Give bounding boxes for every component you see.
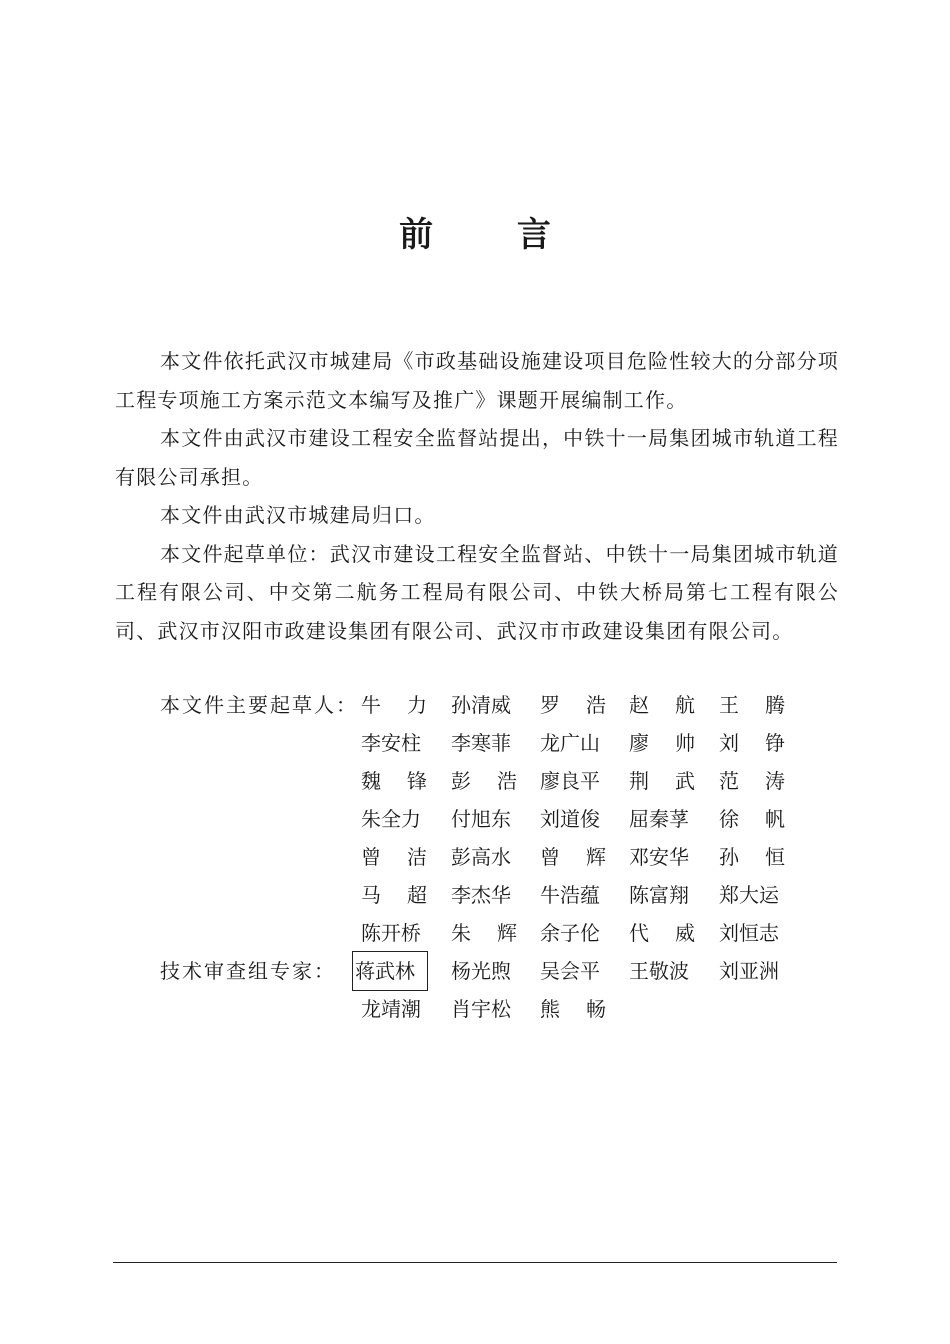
footer-divider [113, 1262, 837, 1263]
person-name: 曾 辉 [540, 845, 606, 869]
person-name: 廖 帅 [629, 731, 695, 755]
person-name: 熊 畅 [540, 997, 606, 1021]
person-name: 陈开桥 [361, 921, 421, 945]
paragraph-basis: 本文件依托武汉市城建局《市政基础设施建设项目危险性较大的分部分项工程专项施工方案示范文本编写及推广》课题开展编制工作。 [115, 349, 839, 412]
person-name: 曾 洁 [361, 845, 427, 869]
person-name: 朱 辉 [451, 921, 517, 945]
person-name: 邓安华 [629, 845, 689, 869]
paragraph-management: 本文件由武汉市城建局归口。 [160, 503, 436, 527]
drafters-label: 本文件主要起草人： [160, 693, 358, 717]
person-name: 刘亚洲 [719, 959, 779, 983]
person-name: 彭 浩 [451, 769, 517, 793]
drafters-row [0, 762, 950, 800]
person-name: 孙 恒 [719, 845, 785, 869]
person-name: 廖良平 [540, 769, 600, 793]
person-name: 孙清威 [451, 693, 511, 717]
reviewers-row [0, 952, 950, 990]
person-name: 余子伦 [540, 921, 600, 945]
person-name: 魏 锋 [361, 769, 427, 793]
person-name: 肖宇松 [451, 997, 511, 1021]
person-name: 徐 帆 [719, 807, 785, 831]
person-name: 范 涛 [719, 769, 785, 793]
person-name: 马 超 [361, 883, 427, 907]
person-name: 李安柱 [361, 731, 421, 755]
highlighted-name: 蒋武林 [353, 952, 427, 990]
person-name: 刘道俊 [540, 807, 600, 831]
person-name: 赵 航 [629, 693, 695, 717]
person-name: 刘恒志 [719, 921, 779, 945]
drafters-row [0, 914, 950, 952]
person-name: 罗 浩 [540, 693, 606, 717]
person-name: 郑大运 [719, 883, 779, 907]
drafters-row [0, 876, 950, 914]
drafters-row [0, 724, 950, 762]
person-name: 龙靖潮 [361, 997, 421, 1021]
person-name: 吴会平 [540, 959, 600, 983]
person-name: 屈秦莩 [629, 807, 689, 831]
reviewers-row [0, 990, 950, 1028]
drafters-row [0, 800, 950, 838]
person-name: 牛 力 [361, 693, 427, 717]
drafters-row [0, 686, 950, 724]
person-name: 牛浩蕴 [540, 883, 600, 907]
preface-body [115, 342, 839, 650]
person-name: 荆 武 [629, 769, 695, 793]
person-name: 彭高水 [451, 845, 511, 869]
paragraph-drafting-units: 本文件起草单位：武汉市建设工程安全监督站、中铁十一局集团城市轨道工程有限公司、中交第二航务工程局有限公司、中铁大桥局第七工程有限公司、武汉市汉阳市政建设集团有限公司、武汉市市政建设集团有限公司。 [115, 541, 839, 643]
person-name: 代 威 [629, 921, 695, 945]
person-name: 龙广山 [540, 731, 600, 755]
person-name: 李杰华 [451, 883, 511, 907]
person-name: 王 腾 [719, 693, 785, 717]
person-name: 陈富翔 [629, 883, 689, 907]
person-name: 刘 铮 [719, 731, 785, 755]
reviewers-label: 技术审查组专家： [160, 959, 336, 983]
person-name: 李寒菲 [451, 731, 511, 755]
person-name: 杨光煦 [451, 959, 511, 983]
person-name: 王敬波 [629, 959, 689, 983]
person-name: 朱全力 [361, 807, 421, 831]
page-title: 前 言 [399, 215, 587, 255]
person-name: 付旭东 [451, 807, 511, 831]
drafters-row [0, 838, 950, 876]
paragraph-proposer: 本文件由武汉市建设工程安全监督站提出，中铁十一局集团城市轨道工程有限公司承担。 [115, 426, 839, 489]
